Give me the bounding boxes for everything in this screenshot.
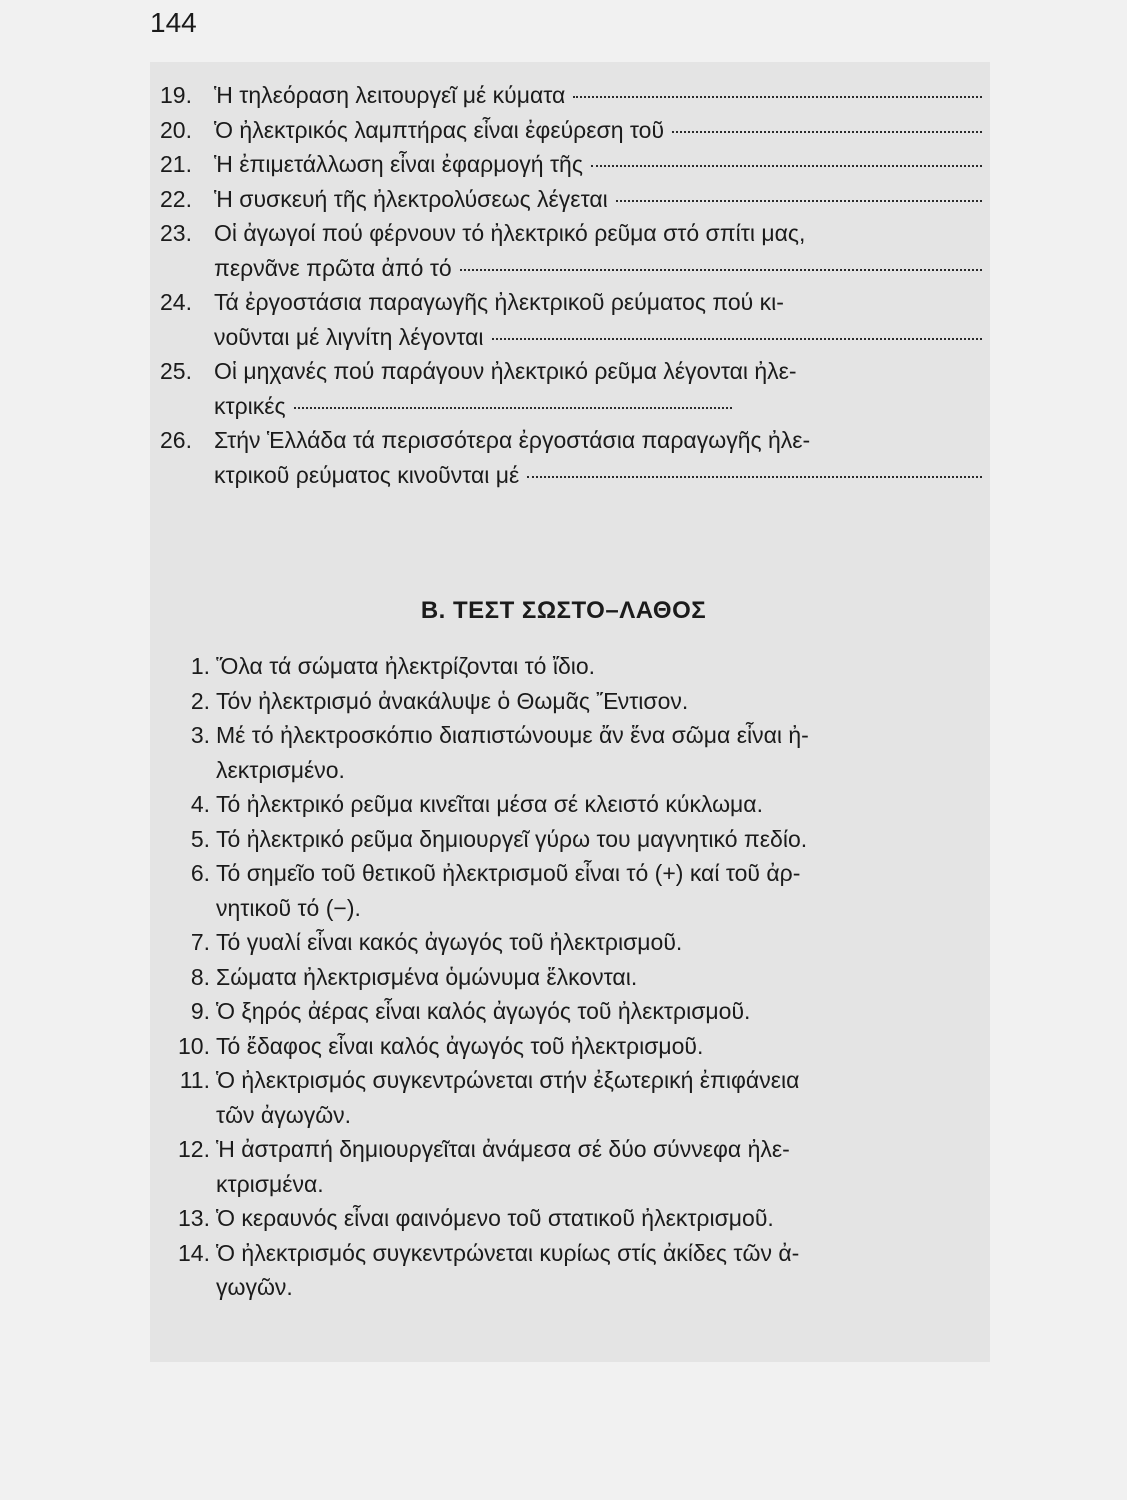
list-item	[160, 718, 982, 787]
item-number: 7.	[190, 929, 210, 955]
list-item	[160, 423, 982, 492]
item-text: Τόν ἠλεκτρισμό ἀνακάλυψε ὁ Θωμᾶς Ἔντισον.	[216, 687, 689, 714]
item-text-continued: νοῦνται μέ λιγνίτη λέγονται	[214, 323, 484, 350]
item-text: Τά ἐργοστάσια παραγωγῆς ἠλεκτρικοῦ ρεύματος πού κι-	[214, 289, 784, 315]
item-number: 4.	[190, 791, 210, 817]
item-text-continued: τῶν ἀγωγῶν.	[216, 1101, 352, 1128]
list-item	[160, 925, 982, 960]
item-number: 22.	[160, 185, 192, 212]
item-text: Μέ τό ἠλεκτροσκόπιο διαπιστώνουμε ἄν ἕνα σῶμα εἶναι ἠ-	[216, 722, 809, 748]
list-item	[160, 147, 982, 182]
list-item	[160, 285, 982, 354]
item-number: 20.	[160, 116, 192, 143]
item-number: 19.	[160, 82, 192, 108]
item-number: 10.	[178, 1032, 210, 1059]
list-item	[160, 1236, 982, 1305]
item-text-continued: λεκτρισμένο.	[216, 756, 345, 783]
item-text: Τό ἔδαφος εἶναι καλός ἀγωγός τοῦ ἠλεκτρισμοῦ.	[216, 1032, 704, 1059]
list-item	[160, 1029, 982, 1064]
item-text-continued: κτρισμένα.	[216, 1170, 324, 1197]
item-number: 5.	[190, 825, 210, 852]
item-text: Ἡ ἀστραπή δημιουργεῖται ἀνάμεσα σέ δύο σύννεφα ἠλε-	[216, 1136, 790, 1162]
list-item	[160, 649, 982, 684]
item-number: 21.	[160, 151, 192, 177]
item-text: Τό σημεῖο τοῦ θετικοῦ ἠλεκτρισμοῦ εἶναι τό (+) καί τοῦ ἀρ-	[216, 860, 801, 886]
item-number: 9.	[190, 998, 210, 1024]
item-text: Ὅλα τά σώματα ἠλεκτρίζονται τό ἴδιο.	[216, 653, 596, 679]
list-item	[160, 113, 982, 148]
list-item	[160, 822, 982, 857]
list-item	[160, 78, 982, 113]
item-number: 8.	[190, 963, 210, 990]
item-number: 26.	[160, 427, 192, 453]
fill-blank-line	[573, 95, 982, 98]
item-text: Οἱ ἀγωγοί πού φέρνουν τό ἠλεκτρικό ρεῦμα στό σπίτι μας,	[214, 220, 806, 246]
item-text: Ἡ συσκευή τῆς ἠλεκτρολύσεως λέγεται	[214, 185, 608, 212]
item-text: Τό ἠλεκτρικό ρεῦμα δημιουργεῖ γύρω του μαγνητικό πεδίο.	[216, 825, 808, 852]
list-item	[160, 354, 982, 423]
item-text: Οἱ μηχανές πού παράγουν ἠλεκτρικό ρεῦμα λέγονται ἠλε-	[214, 358, 797, 384]
item-text: Ἡ τηλεόραση λειτουργεῖ μέ κύματα	[214, 82, 566, 108]
fill-blank-line	[672, 130, 982, 133]
item-text-continued: νητικοῦ τό (−).	[216, 894, 361, 921]
item-number: 1.	[190, 653, 210, 679]
list-item	[160, 960, 982, 995]
fill-blank-line	[492, 337, 982, 340]
item-number: 12.	[178, 1136, 210, 1162]
list-item	[160, 182, 982, 217]
list-item	[160, 216, 982, 285]
fill-in-list	[160, 78, 982, 492]
item-number: 2.	[190, 687, 210, 714]
item-text: Ὁ ξηρός ἀέρας εἶναι καλός ἀγωγός τοῦ ἠλεκτρισμοῦ.	[216, 998, 751, 1024]
list-item	[160, 787, 982, 822]
true-false-list	[160, 649, 982, 1305]
list-item	[160, 1063, 982, 1132]
item-text: Ὁ ἠλεκτρικός λαμπτήρας εἶναι ἐφεύρεση τοῦ	[214, 116, 665, 143]
item-text: Ὁ κεραυνός εἶναι φαινόμενο τοῦ στατικοῦ ἠλεκτρισμοῦ.	[216, 1205, 774, 1231]
list-item	[160, 856, 982, 925]
fill-blank-line	[591, 164, 982, 167]
page-number: 144	[150, 7, 197, 38]
item-number: 6.	[190, 860, 210, 886]
item-text: Στήν Ἑλλάδα τά περισσότερα ἐργοστάσια παραγωγῆς ἠλε-	[214, 427, 811, 453]
fill-blank-line	[527, 475, 982, 478]
fill-blank-line	[294, 406, 732, 409]
fill-blank-line	[460, 268, 982, 271]
item-number: 24.	[160, 289, 192, 315]
item-text: Ἡ ἐπιμετάλλωση εἶναι ἐφαρμογή τῆς	[214, 151, 583, 177]
item-number: 13.	[178, 1205, 210, 1231]
fill-blank-line	[616, 199, 982, 202]
item-text: Τό γυαλί εἶναι κακός ἀγωγός τοῦ ἠλεκτρισμοῦ.	[216, 929, 683, 955]
item-text: Ὁ ἠλεκτρισμός συγκεντρώνεται στήν ἐξωτερική ἐπιφάνεια	[216, 1067, 800, 1093]
item-text-continued: γωγῶν.	[216, 1274, 293, 1300]
item-number: 23.	[160, 220, 192, 246]
list-item	[160, 684, 982, 719]
item-number: 14.	[178, 1239, 210, 1266]
list-item	[160, 1201, 982, 1236]
list-item	[160, 1132, 982, 1201]
item-text: Τό ἠλεκτρικό ρεῦμα κινεῖται μέσα σέ κλειστό κύκλωμα.	[216, 791, 763, 817]
item-text-continued: περνᾶνε πρῶτα ἀπό τό	[214, 254, 452, 281]
item-text: Ὁ ἠλεκτρισμός συγκεντρώνεται κυρίως στίς ἀκίδες τῶν ἀ-	[216, 1239, 800, 1266]
section-title: Β. ΤΕΣΤ ΣΩΣΤΟ–ΛΑΘΟΣ	[420, 597, 707, 624]
item-number: 3.	[190, 722, 210, 748]
item-text-continued: κτρικοῦ ρεύματος κινοῦνται μέ	[214, 461, 520, 488]
list-item	[160, 994, 982, 1029]
item-number: 11.	[179, 1067, 210, 1093]
item-text: Σώματα ἠλεκτρισμένα ὁμώνυμα ἕλκονται.	[216, 963, 638, 990]
item-text-continued: κτρικές	[214, 392, 286, 419]
item-number: 25.	[160, 358, 192, 384]
